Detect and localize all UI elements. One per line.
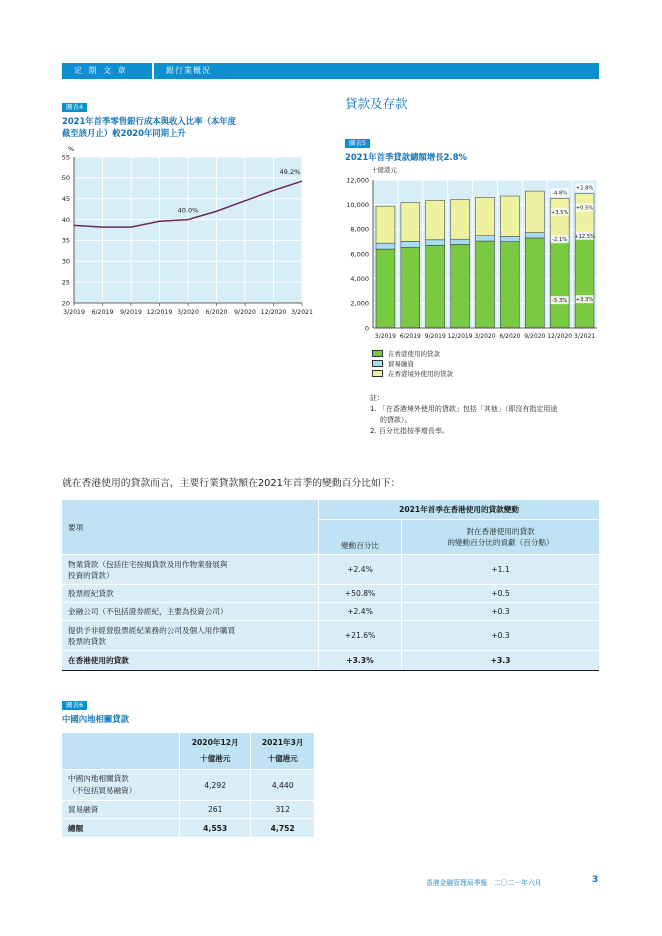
chart5-block <box>345 130 467 163</box>
legend-item-trade <box>372 358 453 368</box>
bar-label: -4.8% <box>552 190 568 197</box>
col-pct-header: 變動百分比 <box>319 520 402 555</box>
bar-segment <box>401 241 420 247</box>
chart4-title-line1: 2021年首季零售銀行成本與收入比率（本年度 <box>62 116 237 126</box>
x-tick-label: 3/2020 <box>474 333 496 340</box>
bar-segment <box>476 241 495 328</box>
chart4-block <box>62 94 236 139</box>
t2-total-v2: 4,752 <box>251 819 314 838</box>
y-tick-label: 45 <box>61 195 70 204</box>
bar-segment <box>376 243 395 249</box>
bar-label: +12.5% <box>574 233 595 240</box>
y-tick-label: 30 <box>61 257 70 266</box>
x-tick-label: 9/2019 <box>424 333 446 340</box>
legend-label: 在香港境外使用的貸款 <box>388 369 453 378</box>
y-tick-label: 4,000 <box>350 274 369 283</box>
data-label: 40.0% <box>177 206 199 215</box>
loan-change-table <box>62 500 599 671</box>
y-tick-label: 35 <box>61 236 70 245</box>
x-tick-label: 12/2019 <box>447 333 473 340</box>
group-header: 2021年首季在香港使用的貸款變動 <box>319 500 600 520</box>
t2-row-label <box>62 770 180 801</box>
x-tick-label: 3/2021 <box>574 333 596 340</box>
x-tick-label: 6/2020 <box>205 309 228 316</box>
chart5-notes <box>370 393 605 437</box>
x-tick-label: 12/2020 <box>547 333 573 340</box>
x-tick-label: 3/2020 <box>177 309 199 316</box>
t2-blank-header <box>62 733 180 770</box>
row-pct: +2.4% <box>319 603 402 621</box>
bar-segment <box>451 244 470 328</box>
bar-segment <box>401 203 420 242</box>
bar-segment <box>426 240 445 246</box>
t2-row-v1: 4,292 <box>180 770 251 801</box>
bar-label: +0.5% <box>575 205 594 212</box>
row-item-line2: 股票的貸款 <box>68 636 106 646</box>
x-tick-label: 3/2021 <box>291 309 313 316</box>
bar-segment <box>376 249 395 328</box>
row-item-line2: 投資的貸款） <box>68 570 114 580</box>
row-item-line1: 金融公司（不包括證券經紀，主要為投資公司） <box>68 607 228 616</box>
y-tick-label: 50 <box>61 174 70 183</box>
row-pct: +50.8% <box>319 585 402 603</box>
header-section-label: 定 期 文 章 <box>62 63 152 79</box>
legend-item-outside <box>372 368 453 378</box>
row-pct: +2.4% <box>319 555 402 585</box>
x-tick-label: 9/2019 <box>120 309 142 316</box>
bar-segment <box>500 236 519 241</box>
chart5-bar-chart <box>335 160 605 345</box>
x-tick-label: 12/2020 <box>260 309 287 316</box>
header-topic-label: 銀行業概況 <box>154 63 599 79</box>
bar-segment <box>575 239 594 328</box>
legend-swatch <box>372 350 383 357</box>
t2-col2-header <box>251 733 314 770</box>
row-contrib: +0.3 <box>402 621 600 651</box>
x-tick-label: 6/2019 <box>91 309 114 316</box>
bar-segment <box>550 242 569 328</box>
y-tick-label: 0 <box>364 324 369 333</box>
chart4-tag: 圖表4 <box>62 103 87 112</box>
y-tick-label: 12,000 <box>346 176 369 185</box>
row-item-line1: 物業貸款（包括住宅按揭貸款及用作物業發展與 <box>68 559 228 569</box>
notes-label: 註： <box>370 394 384 402</box>
t2-col1-unit: 十億港元 <box>200 754 231 763</box>
row-contrib: +0.5 <box>402 585 600 603</box>
note-1a: 1. 「在香港境外使用的貸款」包括「其他」（即沒有指定用途 <box>370 405 558 413</box>
x-tick-label: 12/2019 <box>146 309 173 316</box>
chart6-block <box>62 692 129 725</box>
col-contrib-line2: 的變動百分比的貢獻（百分點） <box>447 538 554 547</box>
row-contrib: +1.1 <box>402 555 600 585</box>
note-1b: 的貸款）。 <box>380 416 412 424</box>
intro-paragraph: 就在香港使用的貸款而言，主要行業貸款額在2021年首季的變動百分比如下： <box>62 478 401 489</box>
table-row <box>62 585 599 603</box>
t2-row-label-line2: （不包括貿易融資） <box>68 786 137 795</box>
bar-label: -2.1% <box>552 237 568 244</box>
bar-segment <box>426 245 445 328</box>
row-item <box>62 555 319 585</box>
section-title: 貸款及存款 <box>345 96 408 111</box>
y-tick-label: 20 <box>61 299 70 308</box>
y-axis-unit: % <box>68 145 75 153</box>
table-row <box>62 621 599 651</box>
t2-total-label: 總額 <box>62 819 180 838</box>
table-row <box>62 801 314 819</box>
bar-segment <box>376 206 395 243</box>
t2-row-v1: 261 <box>180 801 251 819</box>
t2-row-v2: 312 <box>251 801 314 819</box>
t2-row-label-line1: 中國內地相關貸款 <box>68 774 129 783</box>
x-tick-label: 6/2020 <box>499 333 521 340</box>
t2-total-v1: 4,553 <box>180 819 251 838</box>
t2-col1-header <box>180 733 251 770</box>
t2-col1-date: 2020年12月 <box>191 738 239 747</box>
bar-segment <box>550 199 569 237</box>
t2-col2-date: 2021年3月 <box>261 738 304 747</box>
bar-segment <box>525 233 544 238</box>
bar-segment <box>476 197 495 235</box>
row-item <box>62 603 319 621</box>
y-tick-label: 55 <box>61 153 70 162</box>
mainland-loans-table <box>62 733 314 837</box>
legend-label: 貿易融資 <box>388 359 414 368</box>
table-row <box>62 555 599 585</box>
bar-segment <box>500 196 519 236</box>
footer-text: 香港金融管理局季報 二〇二一年六月 <box>426 879 542 887</box>
note-2: 2. 百分比指按季增長率。 <box>370 427 449 435</box>
data-label: 49.2% <box>279 168 301 177</box>
chart5-legend <box>372 348 453 378</box>
x-tick-label: 3/2019 <box>63 309 85 316</box>
t2-row-label-line1: 貿易融資 <box>68 804 99 814</box>
row-pct: +21.6% <box>319 621 402 651</box>
x-tick-label: 9/2020 <box>234 309 256 316</box>
y-axis-unit: 十億港元 <box>371 166 397 174</box>
x-tick-label: 9/2020 <box>524 333 546 340</box>
bar-segment <box>451 239 470 244</box>
page-number: 3 <box>592 875 599 885</box>
y-tick-label: 8,000 <box>350 225 369 234</box>
legend-swatch <box>372 370 383 377</box>
col-contrib-line1: 對在香港使用的貸款 <box>466 527 535 536</box>
total-item: 在香港使用的貸款 <box>62 651 319 671</box>
row-item <box>62 621 319 651</box>
chart5-tag: 圖表5 <box>345 139 370 148</box>
row-item-line1: 提供予非經營股票經紀業務的公司及個人用作購買 <box>68 625 236 635</box>
legend-item-local <box>372 348 453 358</box>
table-row <box>62 770 314 801</box>
y-tick-label: 10,000 <box>346 200 369 209</box>
y-tick-label: 2,000 <box>350 299 369 308</box>
legend-swatch <box>372 360 383 367</box>
bar-label: -5.3% <box>552 298 568 305</box>
chart4-line-chart <box>40 140 340 325</box>
table-row <box>62 603 599 621</box>
y-tick-label: 25 <box>61 278 70 287</box>
x-tick-label: 3/2019 <box>374 333 396 340</box>
row-item <box>62 585 319 603</box>
col-item-header: 要項 <box>62 500 319 555</box>
t2-col2-unit: 十億港元 <box>267 754 298 763</box>
row-contrib: +0.3 <box>402 603 600 621</box>
col-contrib-header <box>402 520 600 555</box>
y-tick-label: 6,000 <box>350 250 369 259</box>
row-item-line1: 股票經紀貸款 <box>68 589 114 598</box>
chart6-tag: 圖表6 <box>62 701 87 710</box>
bar-label: +2.8% <box>575 185 594 192</box>
bar-segment <box>525 191 544 233</box>
total-contrib: +3.3 <box>402 651 600 671</box>
bar-segment <box>426 200 445 239</box>
bar-label: +3.3% <box>575 297 594 304</box>
t2-row-v2: 4,440 <box>251 770 314 801</box>
bar-label: +3.5% <box>550 209 569 216</box>
bar-segment <box>575 194 594 233</box>
bar-segment <box>401 247 420 328</box>
bar-segment <box>451 199 470 239</box>
bar-segment <box>525 238 544 328</box>
legend-label: 在香港使用的貸款 <box>388 349 440 358</box>
chart6-title: 中國內地相關貸款 <box>62 714 129 724</box>
x-tick-label: 6/2019 <box>399 333 421 340</box>
chart4-title-line2: 截至該月止）較2020年同期上升 <box>62 128 186 138</box>
y-tick-label: 40 <box>61 215 70 224</box>
t2-row-label <box>62 801 180 819</box>
bar-segment <box>476 236 495 241</box>
bar-segment <box>500 242 519 328</box>
chart5-title: 2021年首季貸款總額增長2.8% <box>345 152 467 162</box>
total-pct: +3.3% <box>319 651 402 671</box>
